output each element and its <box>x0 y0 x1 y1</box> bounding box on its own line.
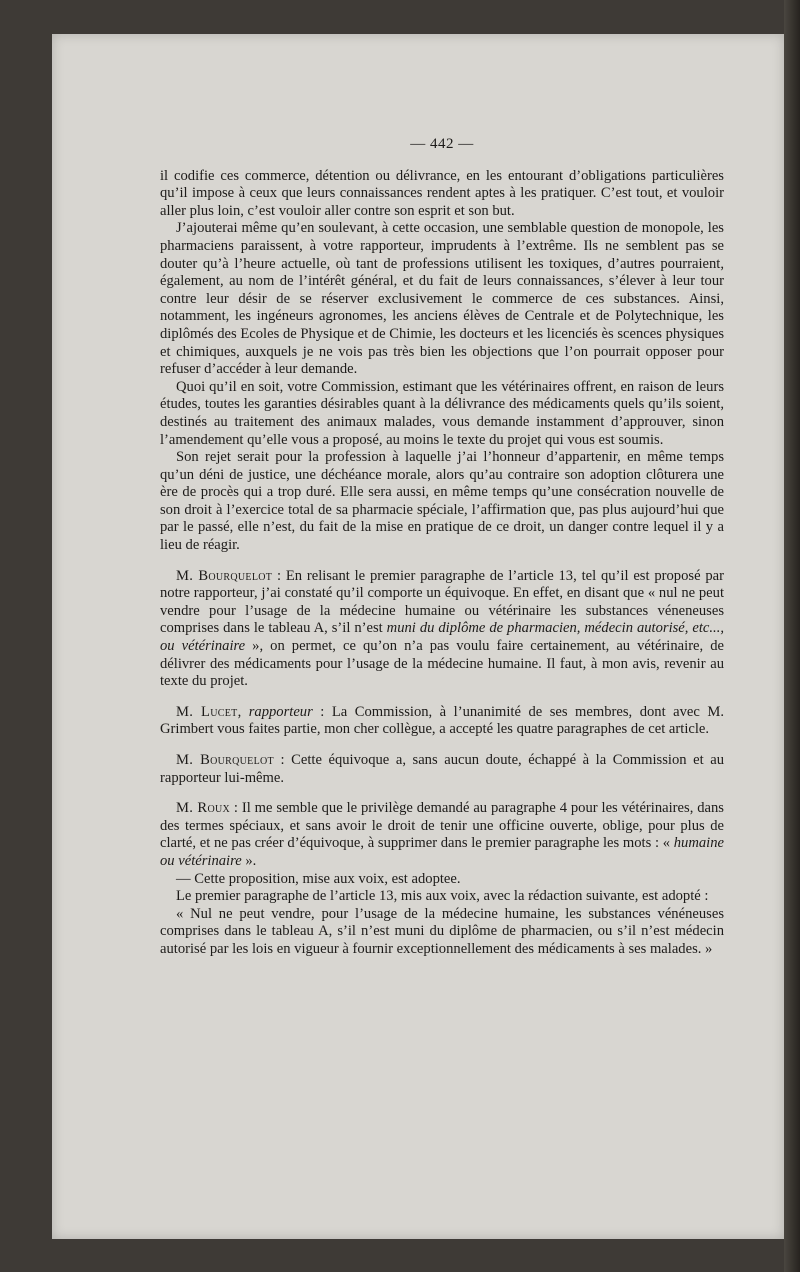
page-text <box>160 136 724 959</box>
page-number: — 442 — <box>410 136 474 152</box>
bourquelot-remark-2 <box>160 752 724 787</box>
remark-text: : En relisant le premier paragraphe de l’article 13, tel qu’il est proposé par notre rapporteur, j’ai constaté qu’il comporte un équivoque. En effet, en disant que « nul ne peut vendre pour l’usage de la médecine humaine ou vétérinaire les substances véneneuses comprises dans le tableau A, s’il n’est <box>160 567 724 637</box>
bourquelot-remark-1 <box>160 568 724 691</box>
remark-text: : La Commission, à l’unanimité de ses membres, dont avec M. Grimbert vous faites partie, mon cher collègue, a accepté les quatre paragraphes de cet article. <box>160 703 725 738</box>
lucet-remark: M. Lucet, rapporteur : La Commission, à l’unanimité de ses membres, dont avec M. Grimbert vous faites partie, mon cher collègue, a accepté les quatre paragraphes de cet article. <box>160 703 725 738</box>
adoption-statement: Le premier paragraphe de l’article 13, mis aux voix, avec la rédaction suivante, est adopté : <box>176 888 709 905</box>
adopted-text-quote: « Nul ne peut vendre, pour l’usage de la médecine humaine, les substances vénéneuses comprises dans le tableau A, s’il n’est muni du diplôme de pharmacien, ou s’il n’est médecin autorisé par les lois en vigueur à fournir exceptionnellement des médicaments à ses malades. » <box>160 905 724 957</box>
binding-edge <box>784 0 800 1272</box>
remark-text: : Cette équivoque a, sans aucun doute, échappé à la Commission et au rapporteur lui-même. <box>160 752 724 786</box>
speaker-role: rapporteur <box>248 703 313 720</box>
vote-result: — Cette proposition, mise aux voix, est adoptee. <box>176 870 461 887</box>
remark-text-end: », on permet, ce qu’on n’a pas voulu faire certainement, au vétérinaire, de délivrer des médicaments pour l’usage de la médecine humaine. Il faut, à mon avis, revenir au texte du projet. <box>160 638 724 690</box>
paragraph-1: il codifie ces commerce, détention ou délivrance, en les entourant d’obligations particulières qu’il impose à ceux que leurs connaissances rendent aptes à les pratiquer. C’est tout, et vouloir aller plus loin, c’est vouloir aller contre son esprit et son but. <box>160 167 724 219</box>
remark-italic-text: humaine ou vétérinaire <box>160 835 724 869</box>
remark-text-end: ». <box>241 852 257 869</box>
remark-text: : Il me semble que le privilège demandé au paragraphe 4 pour les vétérinaires, dans des termes spéciaux, et sans avoir le droit de tenir une officine ouverte, oblige, pour plus de clarté, et ne pas créer d’équivoque, à supprimer dans le premier paragraphe les mots : « <box>160 800 724 852</box>
paragraph-3: Quoi qu’il en soit, votre Commission, estimant que les vétérinaires offrent, en raison de leurs études, toutes les garanties désirables quant à la délivrance des médicaments quels qu’ils soient, destinés au traitement des animaux malades, vous demande instamment d’approuver, sinon l’amendement qu’elle vous a proposé, au moins le texte du projet qui vous est soumis. <box>160 378 724 448</box>
speaker-name: M. Lucet <box>176 703 238 720</box>
paragraph-2: J’ajouterai même qu’en soulevant, à cette occasion, une semblable question de monopole, les pharmaciens paraissent, à votre rapporteur, imprudents à l’extrême. Ils ne semblent pas se douter qu’à l’heure actuelle, où tant de professions utilisent les toxiques, d’autres pourraient, également, au nom de l’intérêt général, et du fait de leurs connaissances, s’élever à leur tour contre leur désir de se réserver exclusivement le commerce de ces substances. Ainsi, notamment, les ingéneurs agronomes, les anciens élèves de Centrale et de Polytechnique, les diplômés des Ecoles de Physique et de Chimie, les docteurs et les licenciés ès scences physiques et chimiques, auxquels je ne vois pas très bien les objections que l’on pourrait opposer pour refuser d’accéder à leur demande. <box>160 220 724 378</box>
remark-italic-text: muni du diplôme de pharmacien, médecin autorisé, etc..., ou vétérinaire <box>160 620 724 655</box>
paragraph-4: Son rejet serait pour la profession à laquelle j’ai l’honneur d’appartenir, en même temps qu’un déni de justice, une déchéance morale, alors qu’au contraire son adoption clôturera une ère de procès qui a trop duré. Elle sera aussi, en même temps qu’une consécration nouvelle de son droit à l’exercice total de sa pharmacie spéciale, l’affirmation que, pas plus aujourd’hui que par le passé, elle n’est, du fait de la mise en pratique de ce droit, un danger contre lequel il y a lieu de réagir. <box>160 449 724 554</box>
roux-remark <box>160 800 724 870</box>
speaker-name: M. Bourquelot <box>176 567 273 584</box>
speaker-name: M. Bourquelot <box>176 752 274 768</box>
speaker-name: M. Roux <box>176 800 231 817</box>
